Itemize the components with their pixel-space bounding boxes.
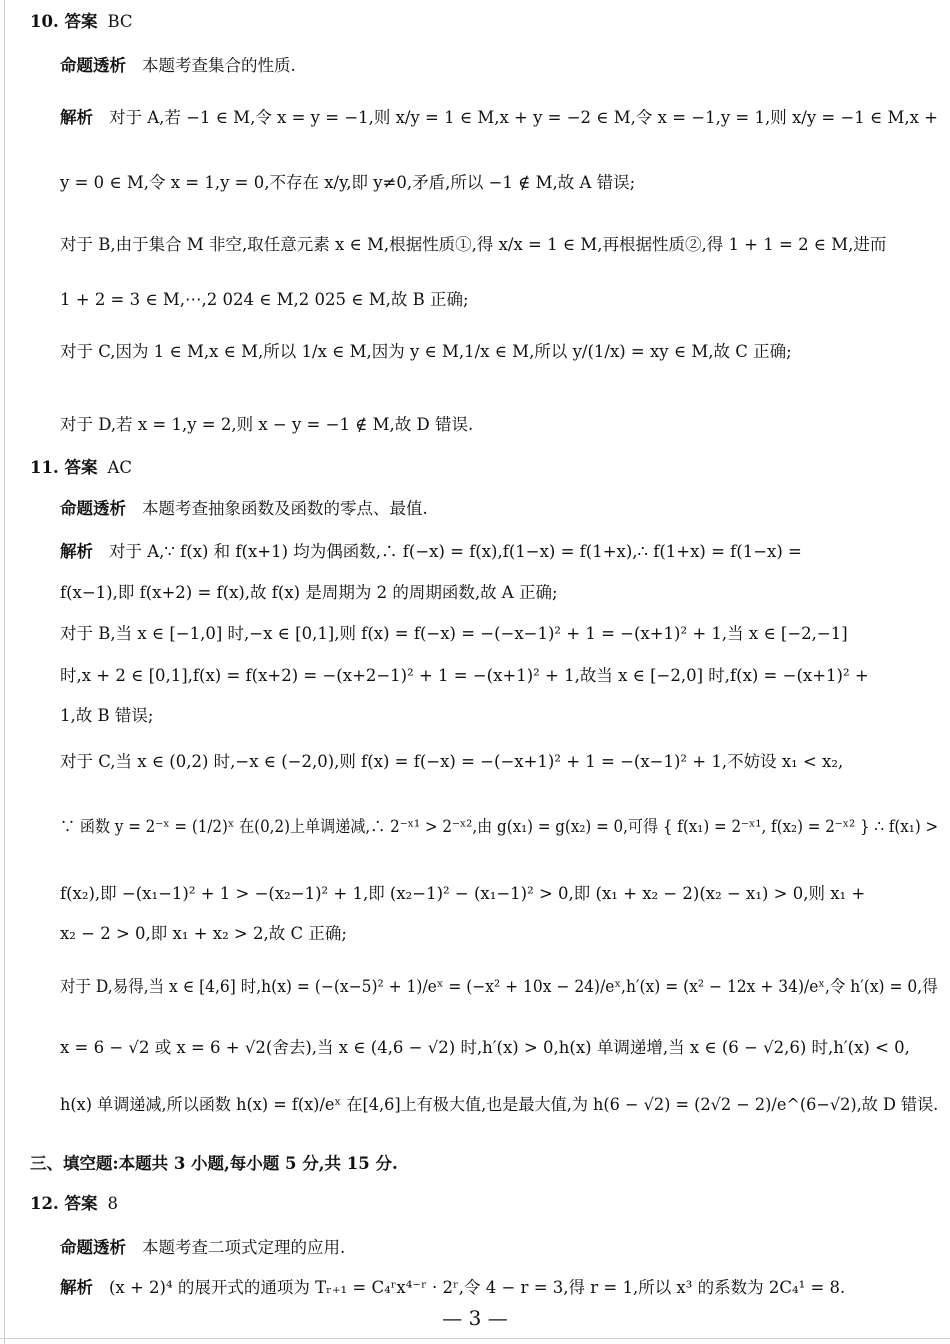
q10-line-2: y = 0 ∈ M,令 x = 1,y = 0,不存在 x/y,即 y≠0,矛盾,所以 −1 ∉ M,故 A 错误; (60, 173, 636, 192)
q10-label: 10. 答案 (30, 12, 98, 31)
q10-intent (60, 54, 296, 78)
q11-answer: AC (107, 458, 132, 477)
q12-intent-text: 本题考查二项式定理的应用. (142, 1238, 346, 1257)
q12-analysis-tag: 解析 (60, 1278, 93, 1297)
q12-answer: 8 (107, 1194, 118, 1213)
page-number: — 3 — (442, 1306, 508, 1330)
q11-line-4: 时,x + 2 ∈ [0,1],f(x) = f(x+2) = −(x+2−1)² + 1 = −(x+1)² + 1,故当 x ∈ [−2,0] 时,f(x) = −(x+1)² + (60, 666, 869, 685)
q12-intent (60, 1236, 345, 1260)
q11-line-8: f(x₂),即 −(x₁−1)² + 1 > −(x₂−1)² + 1,即 (x₂−1)² − (x₁−1)² > 0,即 (x₁ + x₂ − 2)(x₂ − x₁) > 0,则 x₁ + (60, 884, 866, 903)
q11-text-1: 对于 A,∵ f(x) 和 f(x+1) 均为偶函数,∴ f(−x) = f(x),f(1−x) = f(1+x),∴ f(1+x) = f(1−x) = (109, 542, 802, 561)
q10-answer: BC (107, 12, 133, 31)
q11-line-12: h(x) 单调递减,所以函数 h(x) = f(x)/eˣ 在[4,6]上有极大值,也是最大值,为 h(6 − √2) = (2√2 − 2)/e^(6−√2),故 D 错误. (60, 1095, 939, 1114)
q11-line-9: x₂ − 2 > 0,即 x₁ + x₂ > 2,故 C 正确; (60, 924, 347, 943)
q10-line-4: 1 + 2 = 3 ∈ M,⋯,2 024 ∈ M,2 025 ∈ M,故 B 正确; (60, 290, 469, 309)
q12-text-1: (x + 2)⁴ 的展开式的通项为 Tᵣ₊₁ = C₄ʳx⁴⁻ʳ · 2ʳ,令 4 − r = 3,得 r = 1,所以 x³ 的系数为 2C₄¹ = 8. (109, 1278, 846, 1297)
q11-intent-tag: 命题透析 (60, 499, 126, 518)
q10-analysis-tag: 解析 (60, 108, 93, 127)
q10-line-6: 对于 D,若 x = 1,y = 2,则 x − y = −1 ∉ M,故 D 错误. (60, 415, 474, 434)
q10-intent-text: 本题考查集合的性质. (142, 56, 296, 75)
q10-text-1: 对于 A,若 −1 ∈ M,令 x = y = −1,则 x/y = 1 ∈ M,x + y = −2 ∈ M,令 x = −1,y = 1,则 x/y = −1 ∈ M,x + (109, 108, 938, 127)
q10-line-3: 对于 B,由于集合 M 非空,取任意元素 x ∈ M,根据性质①,得 x/x = 1 ∈ M,再根据性质②,得 1 + 1 = 2 ∈ M,进而 (60, 235, 887, 254)
q11-heading (30, 456, 132, 480)
q11-line-6: 对于 C,当 x ∈ (0,2) 时,−x ∈ (−2,0),则 f(x) = f(−x) = −(−x+1)² + 1 = −(x−1)² + 1,不妨设 x₁ < x₂, (60, 752, 844, 771)
q12-heading (30, 1192, 118, 1216)
q11-line-10: 对于 D,易得,当 x ∈ [4,6] 时,h(x) = (−(x−5)² + 1)/eˣ = (−x² + 10x − 24)/eˣ,h′(x) = (x² − 12x + 34)/eˣ,令 h′(x) = 0,得 (60, 977, 938, 996)
section-3-heading: 三、填空题:本题共 3 小题,每小题 5 分,共 15 分. (30, 1154, 398, 1173)
q11-line-3: 对于 B,当 x ∈ [−1,0] 时,−x ∈ [0,1],则 f(x) = f(−x) = −(−x−1)² + 1 = −(x+1)² + 1,当 x ∈ [−2,−1] (60, 624, 848, 643)
q11-intent-text: 本题考查抽象函数及函数的零点、最值. (142, 499, 428, 518)
q10-line-5: 对于 C,因为 1 ∈ M,x ∈ M,所以 1/x ∈ M,因为 y ∈ M,1/x ∈ M,所以 y/(1/x) = xy ∈ M,故 C 正确; (60, 342, 792, 361)
q10-analysis-line-1 (60, 106, 938, 130)
q12-analysis-line-1 (60, 1276, 845, 1300)
q11-line-11: x = 6 − √2 或 x = 6 + √2(舍去),当 x ∈ (4,6 − √2) 时,h′(x) > 0,h(x) 单调递增,当 x ∈ (6 − √2,6) 时,h′(x) < 0, (60, 1038, 910, 1057)
q10-intent-tag: 命题透析 (60, 56, 126, 75)
scan-edge-bottom (0, 1338, 950, 1339)
q11-intent (60, 497, 428, 521)
q11-analysis-line-1 (60, 540, 802, 564)
q11-line-7: ∵ 函数 y = 2⁻ˣ = (1/2)ˣ 在(0,2)上单调递减,∴ 2⁻ˣ¹ > 2⁻ˣ²,由 g(x₁) = g(x₂) = 0,可得 { f(x₁) = 2⁻ˣ¹, f(x₂) = 2⁻ˣ² } ∴ f(x₁) > (60, 817, 939, 836)
q11-analysis-tag: 解析 (60, 542, 93, 561)
scan-edge-left (4, 0, 5, 1344)
q11-line-5: 1,故 B 错误; (60, 706, 154, 725)
q11-line-2: f(x−1),即 f(x+2) = f(x),故 f(x) 是周期为 2 的周期函数,故 A 正确; (60, 583, 558, 602)
q10-heading (30, 10, 133, 34)
q11-label: 11. 答案 (30, 458, 98, 477)
q12-intent-tag: 命题透析 (60, 1238, 126, 1257)
q12-label: 12. 答案 (30, 1194, 98, 1213)
